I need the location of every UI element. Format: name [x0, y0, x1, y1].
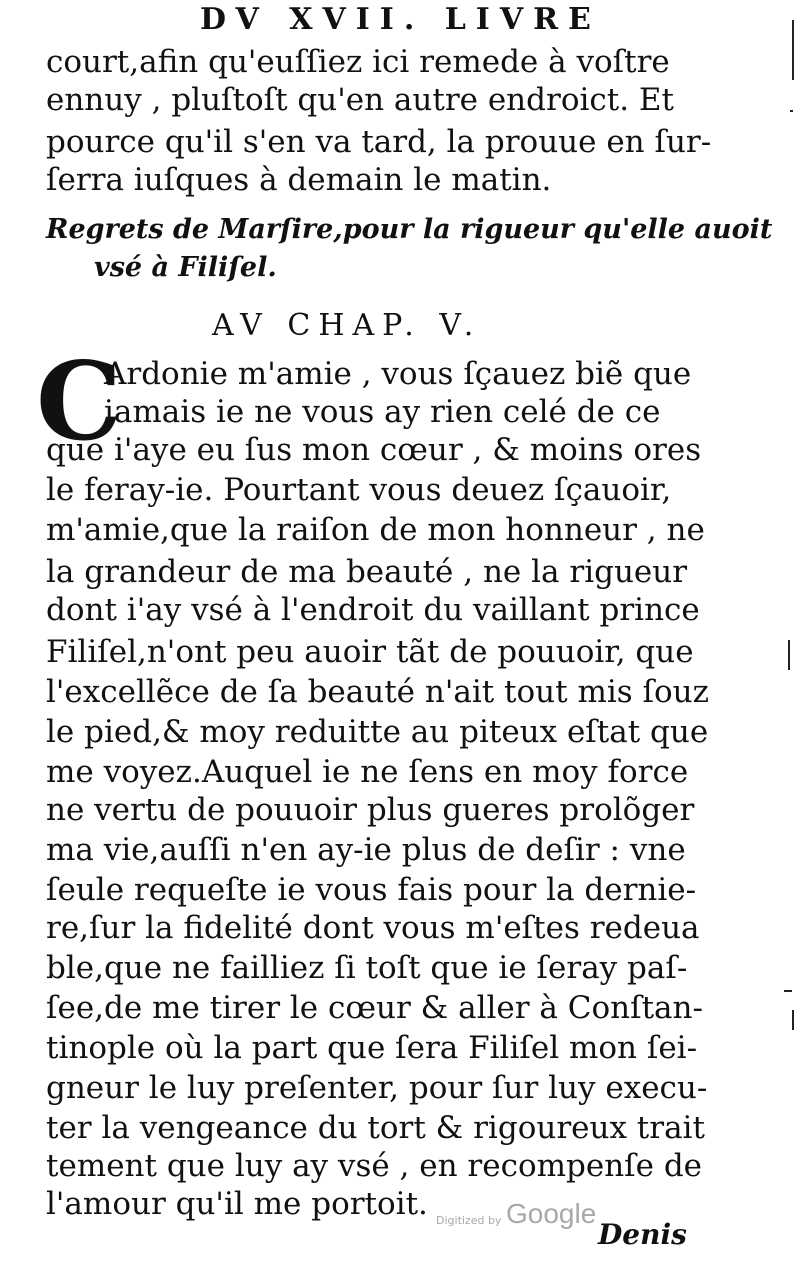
- edge-mark: [790, 110, 793, 112]
- page-edge-marks: [784, 0, 804, 1280]
- digitized-by-label: Digitized by: [436, 1214, 502, 1227]
- text-line: Filiſel,n'ont peu auoir tãt de pouuoir, que: [46, 634, 694, 670]
- intro-line: court,afin qu'euſſiez ici remede à voſtre: [46, 44, 670, 80]
- text-line: tinople où la part que ſera Filiſel mon ſei-: [46, 1030, 698, 1066]
- running-head: DV XVII. LIVRE: [200, 2, 601, 37]
- google-watermark: Google: [506, 1198, 597, 1229]
- text-line: tement que luy ay vsé , en recompenſe de: [46, 1148, 703, 1184]
- text-line: ter la vengeance du tort & rigoureux trait: [46, 1110, 705, 1146]
- text-line: ble,que ne failliez ſi toſt que ie ſeray paſ-: [46, 950, 688, 986]
- text-line: m'amie,que la raiſon de mon honneur , ne: [46, 512, 705, 548]
- edge-mark: [788, 640, 790, 670]
- text-line: la grandeur de ma beauté , ne la rigueur: [46, 554, 688, 590]
- text-line: re,ſur la fidelité dont vous m'eſtes redeua: [46, 910, 700, 946]
- text-line: dont i'ay vsé à l'endroit du vaillant prince: [46, 592, 700, 628]
- text-line: l'amour qu'il me portoit.: [46, 1186, 428, 1222]
- text-line: que i'aye eu ſus mon cœur , & moins ores: [46, 432, 702, 468]
- text-line: ſeule requeſte ie vous fais pour la dernie-: [46, 872, 697, 908]
- text-line: me voyez.Auquel ie ne ſens en moy force: [46, 754, 689, 790]
- text-line: l'excellẽce de ſa beauté n'ait tout mis ſouz: [46, 674, 709, 710]
- text-line: gneur le luy preſenter, pour ſur luy execu-: [46, 1070, 708, 1106]
- text-line: ma vie,auſſi n'en ay-ie plus de deſir : vne: [46, 832, 686, 868]
- text-line: iamais ie ne vous ay rien celé de ce: [104, 394, 661, 430]
- text-line: ne vertu de pouuoir plus gueres prolõger: [46, 792, 695, 828]
- text-line: ſee,de me tirer le cœur & aller à Conſtan-: [46, 990, 703, 1026]
- drop-cap: C: [36, 339, 122, 465]
- chapter-title-line: vsé à Filiſel.: [94, 252, 277, 283]
- edge-mark: [784, 990, 792, 992]
- text-line: le feray-ie. Pourtant vous deuez ſçauoir,: [46, 472, 672, 508]
- chapter-title-line: Regrets de Marſire,pour la rigueur qu'elle auoit: [46, 214, 773, 245]
- chapter-heading: AV CHAP. V.: [212, 308, 482, 343]
- edge-mark: [792, 1010, 794, 1030]
- catchword: Denis: [598, 1218, 687, 1251]
- intro-line: pource qu'il s'en va tard, la prouue en ſur-: [46, 124, 712, 160]
- intro-line: ennuy , pluſtoſt qu'en autre endroict. Et: [46, 82, 675, 118]
- edge-mark: [792, 20, 794, 80]
- text-line: le pied,& moy reduitte au piteux eſtat que: [46, 714, 709, 750]
- intro-line: ſerra iuſques à demain le matin.: [46, 162, 552, 198]
- text-line: Ardonie m'amie , vous ſçauez biẽ que: [104, 356, 692, 392]
